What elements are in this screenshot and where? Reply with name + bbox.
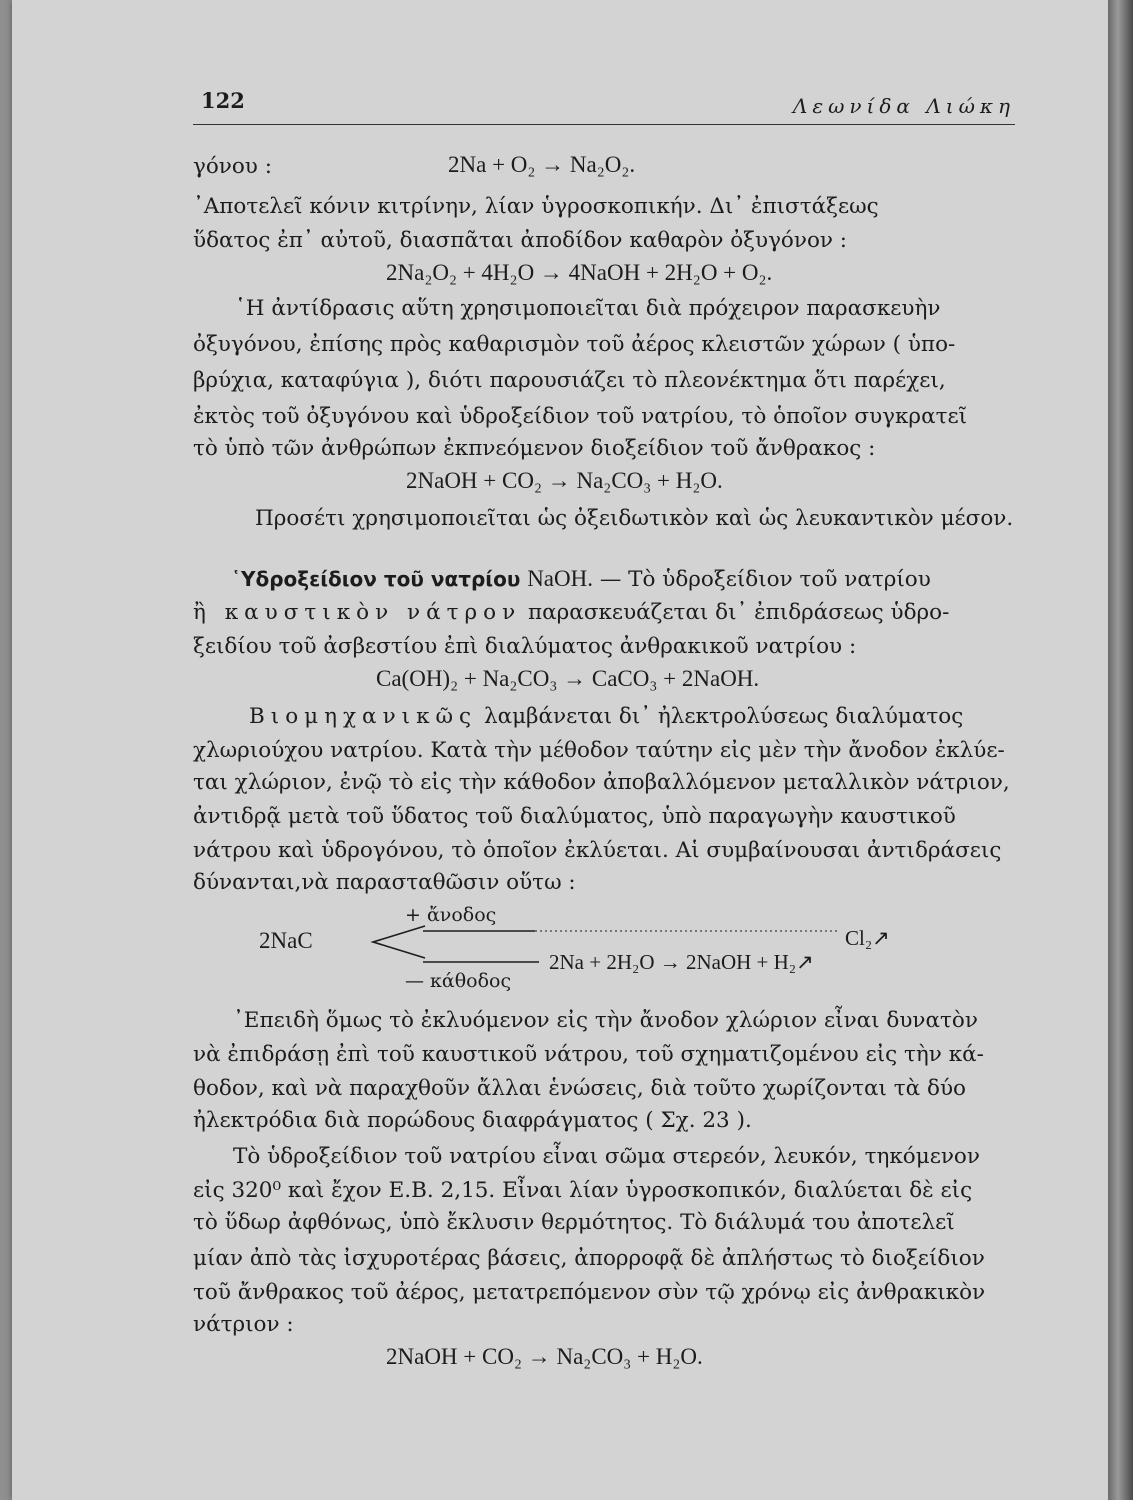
text-line: ῾Η ἀντίδρασις αὕτη χρησιμοποιεῖται διὰ πρόχειρον παρασκευὴν (235, 296, 941, 321)
branch-angle (373, 926, 425, 958)
page-number: 122 (201, 88, 245, 113)
electrolysis-scheme (253, 898, 953, 998)
text-line: νάτριον : (193, 1312, 294, 1337)
anode-product: Cl₂↗ (845, 926, 890, 950)
text-line: Τὸ ὑδροξείδιον τοῦ νατρίου εἶναι σῶμα στερεόν, λευκόν, τηκόμενον (233, 1144, 980, 1169)
text-line: εἰς 320⁰ καὶ ἔχον Ε.Β. 2,15. Εἶναι λίαν ὑγροσκοπικόν, διαλύεται δὲ εἰς (193, 1178, 973, 1203)
text-line: θοδον, καὶ νὰ παραχθοῦν ἄλλαι ἑνώσεις, διὰ τοῦτο χωρίζονται τὰ δύο (193, 1076, 966, 1101)
equation: 2NaOH + CO₂ → Na₂CO₃ + H₂O. (406, 468, 723, 493)
text-line: ξειδίου τοῦ ἀσβεστίου ἐπὶ διαλύματος ἀνθρακικοῦ νατρίου : (193, 634, 857, 659)
cathode-label: — κάθοδος (405, 970, 512, 992)
text-line: ἀντιδρᾷ μετὰ τοῦ ὕδατος τοῦ διαλύματος, ὑπὸ παραγωγὴν καυστικοῦ (193, 804, 956, 829)
text-line: ᾽Αποτελεῖ κόνιν κιτρίνην, λίαν ὑγροσκοπικήν. Δι᾽ ἐπιστάξεως (193, 194, 879, 219)
text-line: βρύχια, καταφύγια ), διότι παρουσιάζει τὸ πλεονέκτημα ὅτι παρέχει, (193, 368, 946, 393)
text-line: δύνανται,νὰ παρασταθῶσιν οὕτω : (193, 870, 576, 895)
spaced-term: ἢ καυστικὸν νάτρον (193, 600, 522, 625)
text-line: ἠλεκτρόδια διὰ πορώδους διαφράγματος ( Σχ. 23 ). (193, 1108, 752, 1133)
book-binding-edge (1108, 0, 1133, 1500)
text-line: ται χλώριον, ἐνῷ τὸ εἰς τὴν κάθοδον ἀποβαλλόμενον μεταλλικὸν νάτριον, (193, 770, 1010, 795)
text-fragment: λαμβάνεται δι᾽ ἠλεκτρολύσεως διαλύματος (483, 704, 964, 729)
text-line: ὀξυγόνου, ἐπίσης πρὸς καθαρισμὸν τοῦ ἀέρος κλειστῶν χώρων ( ὑπο- (193, 332, 956, 357)
spaced-term: Βιομηχανικῶς (249, 704, 478, 729)
cathode-reaction: 2Na + 2H₂O → 2NaOH + H₂↗ (549, 950, 814, 974)
equation: Ca(OH)₂ + Na₂CO₃ → CaCO₃ + 2NaOH. (376, 666, 760, 691)
text-line: ὕδατος ἐπ᾽ αὐτοῦ, διασπᾶται ἀποδίδον καθαρὸν ὀξυγόνον : (193, 228, 848, 253)
heading-formula: NaOH. (527, 566, 593, 591)
text-line: μίαν ἀπὸ τὰς ἰσχυροτέρας βάσεις, ἀπορροφᾷ δὲ ἀπλήστως τὸ διοξείδιον (193, 1246, 985, 1271)
scheme-reactant: 2NaC (259, 928, 313, 953)
text-line (249, 702, 963, 732)
text-fragment: γόνου : (193, 154, 272, 179)
equation: 2Na₂O₂ + 4H₂O → 4NaOH + 2H₂O + O₂. (386, 260, 773, 285)
text-line: τὸ ὑπὸ τῶν ἀνθρώπων ἐκπνεόμενον διοξείδιον τοῦ ἄνθρακος : (193, 436, 876, 461)
equation: 2Na + O₂ → Na₂O₂. (448, 152, 636, 177)
text-line (193, 598, 949, 628)
header-rule (193, 124, 1015, 125)
anode-label: + ἄνοδος (405, 904, 497, 926)
text-line: τοῦ ἄνθρακος τοῦ ἀέρος, μετατρεπόμενον σὺν τῷ χρόνῳ εἰς ἀνθρακικὸν (193, 1280, 986, 1305)
text-line: νὰ ἐπιδράσῃ ἐπὶ τοῦ καυστικοῦ νάτρου, τοῦ σχηματιζομένου εἰς τὴν κά- (193, 1042, 984, 1067)
text-fragment: παρασκευάζεται δι᾽ ἐπιδράσεως ὑδρο- (528, 600, 950, 625)
section-heading: ῾Υδροξείδιον τοῦ νατρίου (231, 567, 521, 591)
section-heading-line (231, 564, 931, 595)
text-line (193, 152, 272, 182)
text-fragment: — Τὸ ὑδροξείδιον τοῦ νατρίου (599, 567, 931, 592)
text-line: νάτρου καὶ ὑδρογόνου, τὸ ὁποῖον ἐκλύεται. Αἱ συμβαίνουσαι ἀντιδράσεις (193, 838, 1002, 863)
text-line: χλωριούχου νατρίου. Κατὰ τὴν μέθοδον ταύτην εἰς μὲν τὴν ἄνοδον ἐκλύε- (193, 738, 1005, 763)
text-line: Προσέτι χρησιμοποιεῖται ὡς ὀξειδωτικὸν καὶ ὡς λευκαντικὸν μέσον. (255, 506, 1014, 531)
text-line: ᾽Επειδὴ ὅμως τὸ ἐκλυόμενον εἰς τὴν ἄνοδον χλώριον εἶναι δυνατὸν (233, 1008, 978, 1033)
running-title: Λεωνίδα Λιώκη (792, 94, 1015, 118)
page-header (193, 84, 1015, 124)
equation: 2NaOH + CO₂ → Na₂CO₃ + H₂O. (386, 1344, 703, 1369)
text-line: ἐκτὸς τοῦ ὀξυγόνου καὶ ὑδροξείδιον τοῦ νατρίου, τὸ ὁποῖον συγκρατεῖ (193, 404, 968, 429)
text-line: τὸ ὕδωρ ἀφθόνως, ὑπὸ ἔκλυσιν θερμότητος. Τὸ διάλυμά του ἀποτελεῖ (193, 1210, 955, 1235)
